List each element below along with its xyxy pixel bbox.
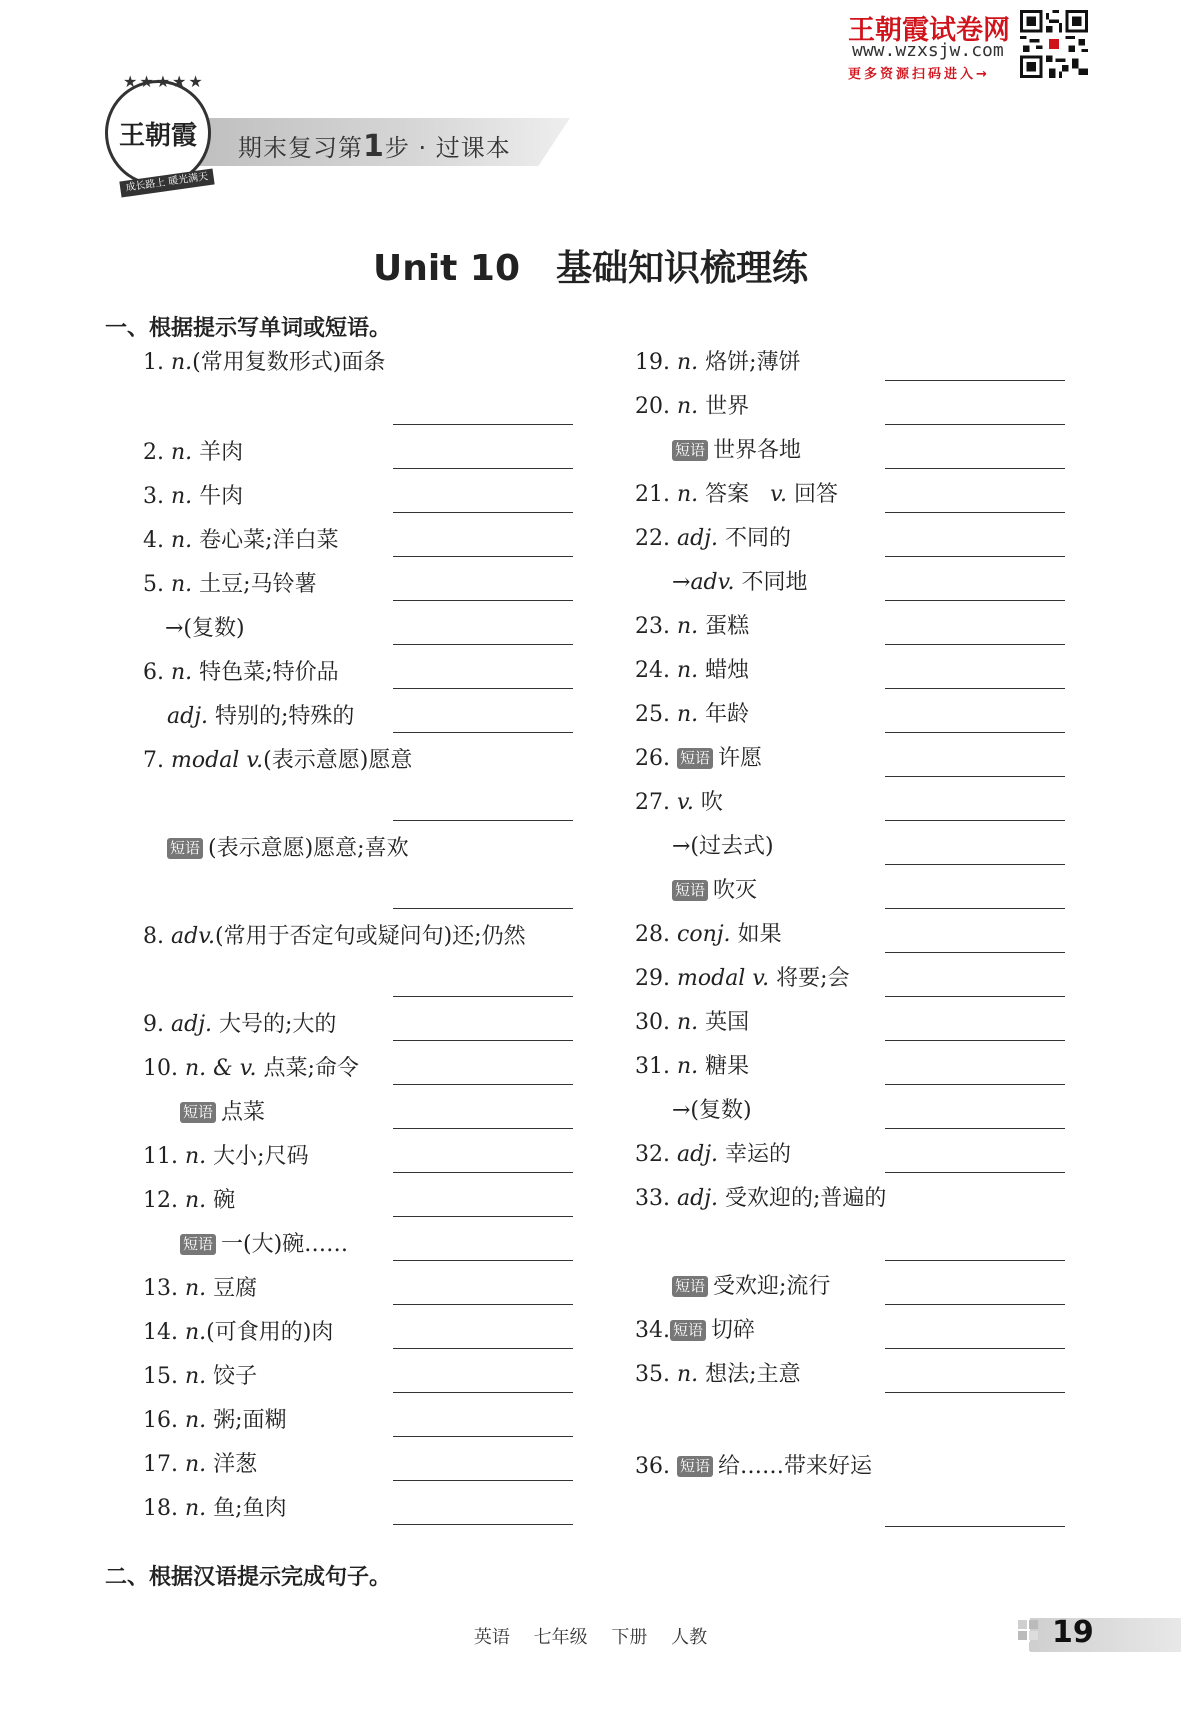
item-6: 6. n. 特色菜;特价品: [143, 660, 339, 685]
answer-blank-10[interactable]: [393, 1084, 573, 1085]
phrase-tag: 短语: [180, 1234, 216, 1255]
item-25: 25. n. 年龄: [635, 702, 750, 727]
answer-blank-14[interactable]: [393, 1348, 573, 1349]
logo-slogan: 成长路上 暖光满天: [119, 169, 214, 198]
item-26: 26. 短语 许愿: [635, 746, 763, 771]
phrase-tag: 短语: [672, 880, 708, 901]
item-4: 4. n. 卷心菜;洋白菜: [143, 528, 339, 553]
answer-blank-35[interactable]: [885, 1392, 1065, 1393]
answer-blank-5[interactable]: [393, 600, 573, 601]
answer-blank-30[interactable]: [885, 1040, 1065, 1041]
item-11: 11. n. 大小;尺码: [143, 1144, 309, 1169]
answer-blank-31[interactable]: [885, 1084, 1065, 1085]
item-31: 31. n. 糖果: [635, 1054, 750, 1079]
answer-blank-24[interactable]: [885, 688, 1065, 689]
answer-blank-21[interactable]: [885, 512, 1065, 513]
item-27-past: →(过去式): [672, 834, 774, 859]
item-20: 20. n. 世界: [635, 394, 750, 419]
answer-blank-12-phrase[interactable]: [393, 1260, 573, 1261]
item-9: 9. adj. 大号的;大的: [143, 1012, 337, 1037]
item-35: 35. n. 想法;主意: [635, 1362, 801, 1387]
phrase-tag: 短语: [670, 1320, 706, 1341]
section-2-title: 二、根据汉语提示完成句子。: [105, 1565, 392, 1590]
item-19: 19. n. 烙饼;薄饼: [635, 350, 801, 375]
item-1: 1. n.(常用复数形式)面条: [143, 350, 386, 375]
item-33-phrase: 短语 受欢迎;流行: [672, 1272, 830, 1302]
stars-icon: ★★★★★: [123, 72, 205, 91]
item-32: 32. adj. 幸运的: [635, 1142, 792, 1167]
answer-blank-6[interactable]: [393, 688, 573, 689]
answer-blank-22-adv[interactable]: [885, 600, 1065, 601]
item-30: 30. n. 英国: [635, 1010, 750, 1035]
item-12-phrase: 短语 一(大)碗……: [180, 1230, 348, 1260]
phrase-tag: 短语: [672, 1276, 708, 1297]
phrase-tag: 短语: [677, 1456, 713, 1477]
answer-blank-17[interactable]: [393, 1480, 573, 1481]
item-28: 28. conj. 如果: [635, 922, 782, 947]
phrase-tag: 短语: [672, 440, 708, 461]
answer-blank-2[interactable]: [393, 468, 573, 469]
answer-blank-22[interactable]: [885, 556, 1065, 557]
item-29: 29. modal v. 将要;会: [635, 966, 850, 991]
item-22-adv: →adv. 不同地: [672, 570, 808, 595]
item-7: 7. modal v.(表示意愿)愿意: [143, 748, 413, 773]
answer-blank-7[interactable]: [393, 820, 573, 821]
answer-blank-4[interactable]: [393, 556, 573, 557]
item-13: 13. n. 豆腐: [143, 1276, 258, 1301]
phrase-tag: 短语: [180, 1102, 216, 1123]
banner-title: 期末复习第1步 · 过课本: [238, 129, 511, 164]
answer-blank-27-phrase[interactable]: [885, 908, 1065, 909]
site-name: 王朝霞试卷网: [848, 15, 1010, 46]
page-title: Unit 10 基础知识梳理练: [372, 248, 809, 289]
item-14: 14. n.(可食用的)肉: [143, 1320, 334, 1345]
item-16: 16. n. 粥;面糊: [143, 1408, 287, 1433]
answer-blank-36[interactable]: [885, 1526, 1065, 1527]
item-33: 33. adj. 受欢迎的;普遍的: [635, 1186, 887, 1211]
footer-subject: 英语 七年级 下册 人教: [473, 1627, 708, 1648]
item-5: 5. n. 土豆;马铃薯: [143, 572, 317, 597]
phrase-tag: 短语: [167, 838, 203, 859]
answer-blank-28[interactable]: [885, 952, 1065, 953]
answer-blank-11[interactable]: [393, 1172, 573, 1173]
answer-blank-18[interactable]: [393, 1524, 573, 1525]
corner-squares-icon: [1018, 1620, 1048, 1652]
item-3: 3. n. 牛肉: [143, 484, 244, 509]
phrase-tag: 短语: [677, 748, 713, 769]
item-12: 12. n. 碗: [143, 1188, 236, 1213]
item-34: 34. 短语 切碎: [635, 1318, 756, 1343]
item-6-adj: adj. 特别的;特殊的: [167, 704, 355, 729]
item-10-phrase: 短语 点菜: [180, 1098, 265, 1128]
item-18: 18. n. 鱼;鱼肉: [143, 1496, 287, 1521]
item-15: 15. n. 饺子: [143, 1364, 258, 1389]
answer-blank-33-phrase[interactable]: [885, 1304, 1065, 1305]
answer-blank-26[interactable]: [885, 776, 1065, 777]
answer-blank-16[interactable]: [393, 1436, 573, 1437]
item-17: 17. n. 洋葱: [143, 1452, 258, 1477]
answer-blank-20-phrase[interactable]: [885, 468, 1065, 469]
answer-blank-29[interactable]: [885, 996, 1065, 997]
page-number: 19: [1052, 1615, 1094, 1650]
item-27-phrase: 短语 吹灭: [672, 876, 757, 906]
item-8: 8. adv.(常用于否定句或疑问句)还;仍然: [143, 924, 526, 949]
answer-blank-5-plural[interactable]: [393, 644, 573, 645]
answer-blank-13[interactable]: [393, 1304, 573, 1305]
item-36: 36. 短语 给……带来好运: [635, 1454, 873, 1479]
answer-blank-3[interactable]: [393, 512, 573, 513]
site-url: www.wzxsjw.com: [852, 40, 1004, 61]
answer-blank-9[interactable]: [393, 1040, 573, 1041]
answer-blank-1[interactable]: [393, 424, 573, 425]
answer-blank-34[interactable]: [885, 1348, 1065, 1349]
item-22: 22. adj. 不同的: [635, 526, 792, 551]
answer-blank-19[interactable]: [885, 380, 1065, 381]
item-31-plural: →(复数): [672, 1098, 752, 1123]
item-10: 10. n. & v. 点菜;命令: [143, 1056, 359, 1081]
answer-blank-6-adj[interactable]: [393, 732, 573, 733]
item-20-phrase: 短语 世界各地: [672, 436, 801, 466]
item-7-phrase: 短语 (表示意愿)愿意;喜欢: [167, 834, 409, 864]
item-27: 27. v. 吹: [635, 790, 723, 815]
answer-blank-7-phrase[interactable]: [393, 908, 573, 909]
site-tip: 更多资源扫码进入→: [848, 67, 990, 82]
answer-blank-25[interactable]: [885, 732, 1065, 733]
answer-blank-23[interactable]: [885, 644, 1065, 645]
qr-code-icon[interactable]: [1020, 10, 1088, 78]
answer-blank-27[interactable]: [885, 820, 1065, 821]
answer-blank-20[interactable]: [885, 424, 1065, 425]
answer-blank-8[interactable]: [393, 996, 573, 997]
item-23: 23. n. 蛋糕: [635, 614, 750, 639]
answer-blank-15[interactable]: [393, 1392, 573, 1393]
item-21: 21. n. 答案 v. 回答: [635, 482, 838, 507]
item-2: 2. n. 羊肉: [143, 440, 244, 465]
answer-blank-33[interactable]: [885, 1260, 1065, 1261]
logo-text: 王朝霞: [118, 120, 197, 151]
item-5-plural: →(复数): [165, 616, 245, 641]
answer-blank-27-past[interactable]: [885, 864, 1065, 865]
answer-blank-10-phrase[interactable]: [393, 1128, 573, 1129]
answer-blank-31-plural[interactable]: [885, 1128, 1065, 1129]
answer-blank-32[interactable]: [885, 1172, 1065, 1173]
section-1-title: 一、根据提示写单词或短语。: [105, 316, 392, 341]
item-24: 24. n. 蜡烛: [635, 658, 750, 683]
answer-blank-12[interactable]: [393, 1216, 573, 1217]
